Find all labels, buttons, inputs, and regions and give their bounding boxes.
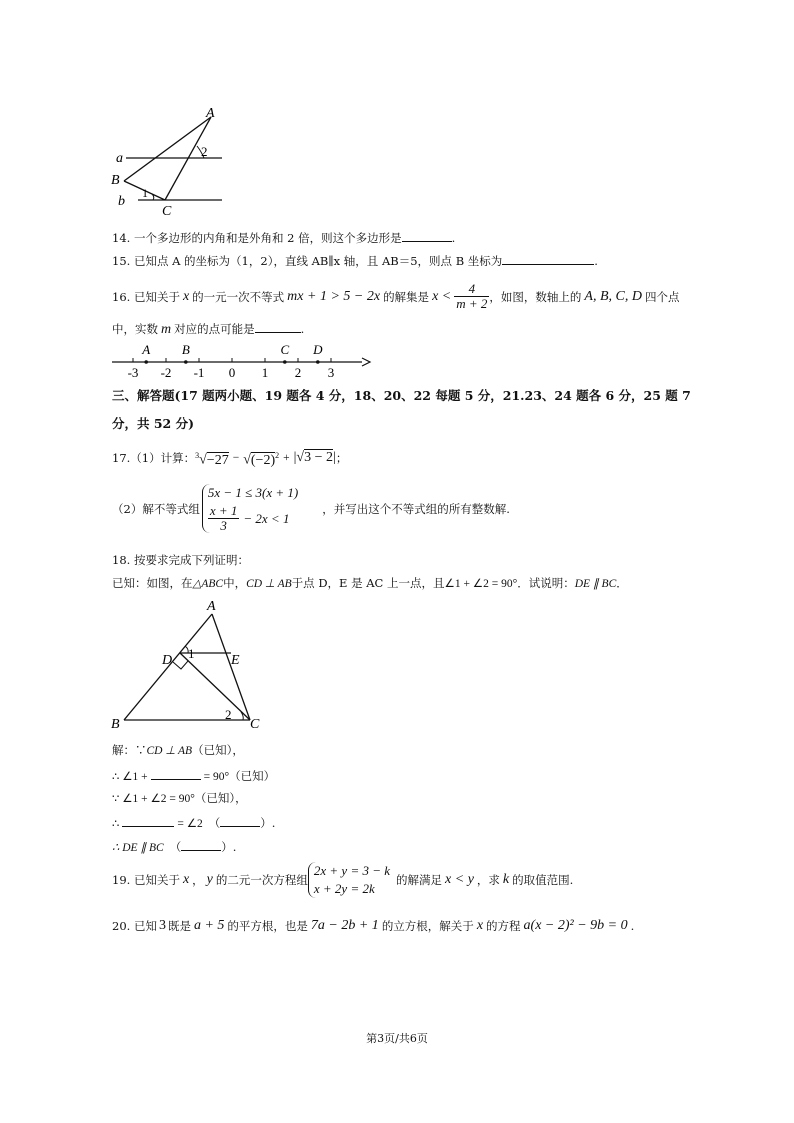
number-line — [108, 342, 372, 380]
q16-fraction: $\frac{4}{m + 2}$ — [456, 281, 488, 311]
number-line-point — [184, 360, 188, 364]
question-18-title: 18. 按要求完成下列证明： — [112, 553, 249, 567]
number-line-tick-label: -1 — [193, 365, 205, 380]
label-1: 1 — [142, 186, 148, 200]
question-16-line2: 中，实数 m 对应的点可能是 . — [112, 322, 305, 337]
label-E: E — [231, 653, 240, 668]
number-line-point-label: A — [142, 342, 151, 357]
label-A: A — [206, 106, 215, 121]
number-line-tick-label: 3 — [327, 365, 335, 380]
question-14: 14. 一个多边形的内角和是外角和 2 倍，则这个多边形是 . — [112, 231, 456, 245]
parallel-lines-figure — [108, 104, 228, 220]
q18-blank-4[interactable] — [181, 838, 221, 851]
label-2: 2 — [225, 707, 232, 722]
question-19: 19. 已知关于 x ， y 的二元一次方程组 2x + y = 3 − k x + 2y = 2k 的解满足 x < y ，求 k 的取值范围. — [112, 863, 574, 896]
label-a: a — [116, 151, 123, 166]
label-A: A — [207, 599, 216, 614]
equation-system: 2x + y = 3 − k x + 2y = 2k — [308, 862, 390, 898]
q18-solution-line4: ∴ = ∠2 （ ）. — [112, 816, 276, 830]
q16-answer-blank[interactable] — [255, 320, 301, 333]
label-2: 2 — [201, 144, 208, 159]
section-3-heading: 三、解答题(17 题两小题、19 题各 4 分，18、20、22 每题 5 分，21.23、24 题各 6 分，25 题 7 分，共 52 分) — [112, 388, 691, 431]
label-C: C — [162, 204, 172, 219]
triangle-figure — [108, 596, 268, 734]
number-line-point — [316, 360, 320, 364]
number-line-tick-label: 2 — [294, 365, 302, 380]
number-line-tick-label: 0 — [228, 365, 236, 380]
q14-answer-blank[interactable] — [402, 229, 452, 242]
segment-ba — [124, 117, 211, 181]
right-angle-mark — [173, 661, 188, 669]
q18-solution-line5: ∴ DE ∥ BC （ ）. — [112, 840, 237, 854]
question-17-part1: 17.（1）计算： $^3$√−27 − $√(-2)^2$ + |√3 − 2| ； — [112, 448, 347, 469]
number-line-point-label: B — [181, 342, 190, 357]
number-line-point-label: D — [313, 342, 323, 357]
number-line-point-label: C — [280, 342, 290, 357]
label-B: B — [111, 717, 120, 732]
q18-solution-line2: ∴ ∠1 + = 90°（已知） — [112, 769, 276, 783]
cube-root: $^3$√−27 — [195, 451, 229, 468]
label-1: 1 — [188, 646, 195, 661]
q18-blank-1[interactable] — [151, 767, 201, 780]
question-20: 20. 已知 3 既是 a + 5 的平方根，也是 7a − 2b + 1 的立方根，解关于 x 的方程 a(x − 2)² − 9b = 0 . — [112, 918, 635, 933]
number-line-tick-label: -2 — [160, 365, 172, 380]
absolute-value: |√3 − 2| — [293, 450, 336, 466]
question-15: 15. 已知点 A 的坐标为（1，2），直线 AB∥x 轴，且 AB＝5，则点 B 坐标为 . — [112, 254, 598, 268]
number-line-arrow — [362, 358, 370, 366]
q18-solution-line1: 解：∵CD ⊥ AB（已知）， — [112, 743, 244, 757]
question-16-line1: 16. 已知关于 x 的一元一次不等式 mx + 1 > 5 − 2x 的解集是 x < $\frac{4}{m + 2}$ ，如图，数轴上的 A, B, C, D 四个点 — [112, 281, 680, 311]
q15-answer-blank[interactable] — [502, 252, 594, 265]
square-root: $√(-2)^2$ — [243, 451, 280, 468]
inequality-system: 5x − 1 ≤ 3(x + 1) $\frac{x + 1}{3}$ − 2x < 1 — [202, 484, 298, 533]
label-C: C — [250, 717, 260, 732]
number-line-point — [144, 360, 148, 364]
label-B: B — [111, 173, 120, 188]
label-b: b — [118, 194, 125, 209]
number-line-tick-label: -3 — [127, 365, 139, 380]
question-18-given: 已知：如图，在△ABC中，CD ⊥ AB于点 D，E 是 AC 上一点，且∠1 + ∠2 = 90°．试说明：DE ∥ BC． — [112, 576, 628, 590]
q18-blank-2[interactable] — [122, 814, 174, 827]
number-line-point — [283, 360, 287, 364]
question-17-part2: （2）解不等式组 5x − 1 ≤ 3(x + 1) $\frac{x + 1}{3}$ − 2x < 1 ，并写出这个不等式组的所有整数解. — [112, 485, 510, 533]
q18-solution-line3: ∵ ∠1 + ∠2 = 90°（已知）， — [112, 791, 247, 805]
label-D: D — [162, 653, 173, 668]
q18-blank-3[interactable] — [220, 814, 260, 827]
number-line-tick-label: 1 — [261, 365, 269, 380]
page-footer: 第3页/共6页 — [366, 1032, 428, 1045]
